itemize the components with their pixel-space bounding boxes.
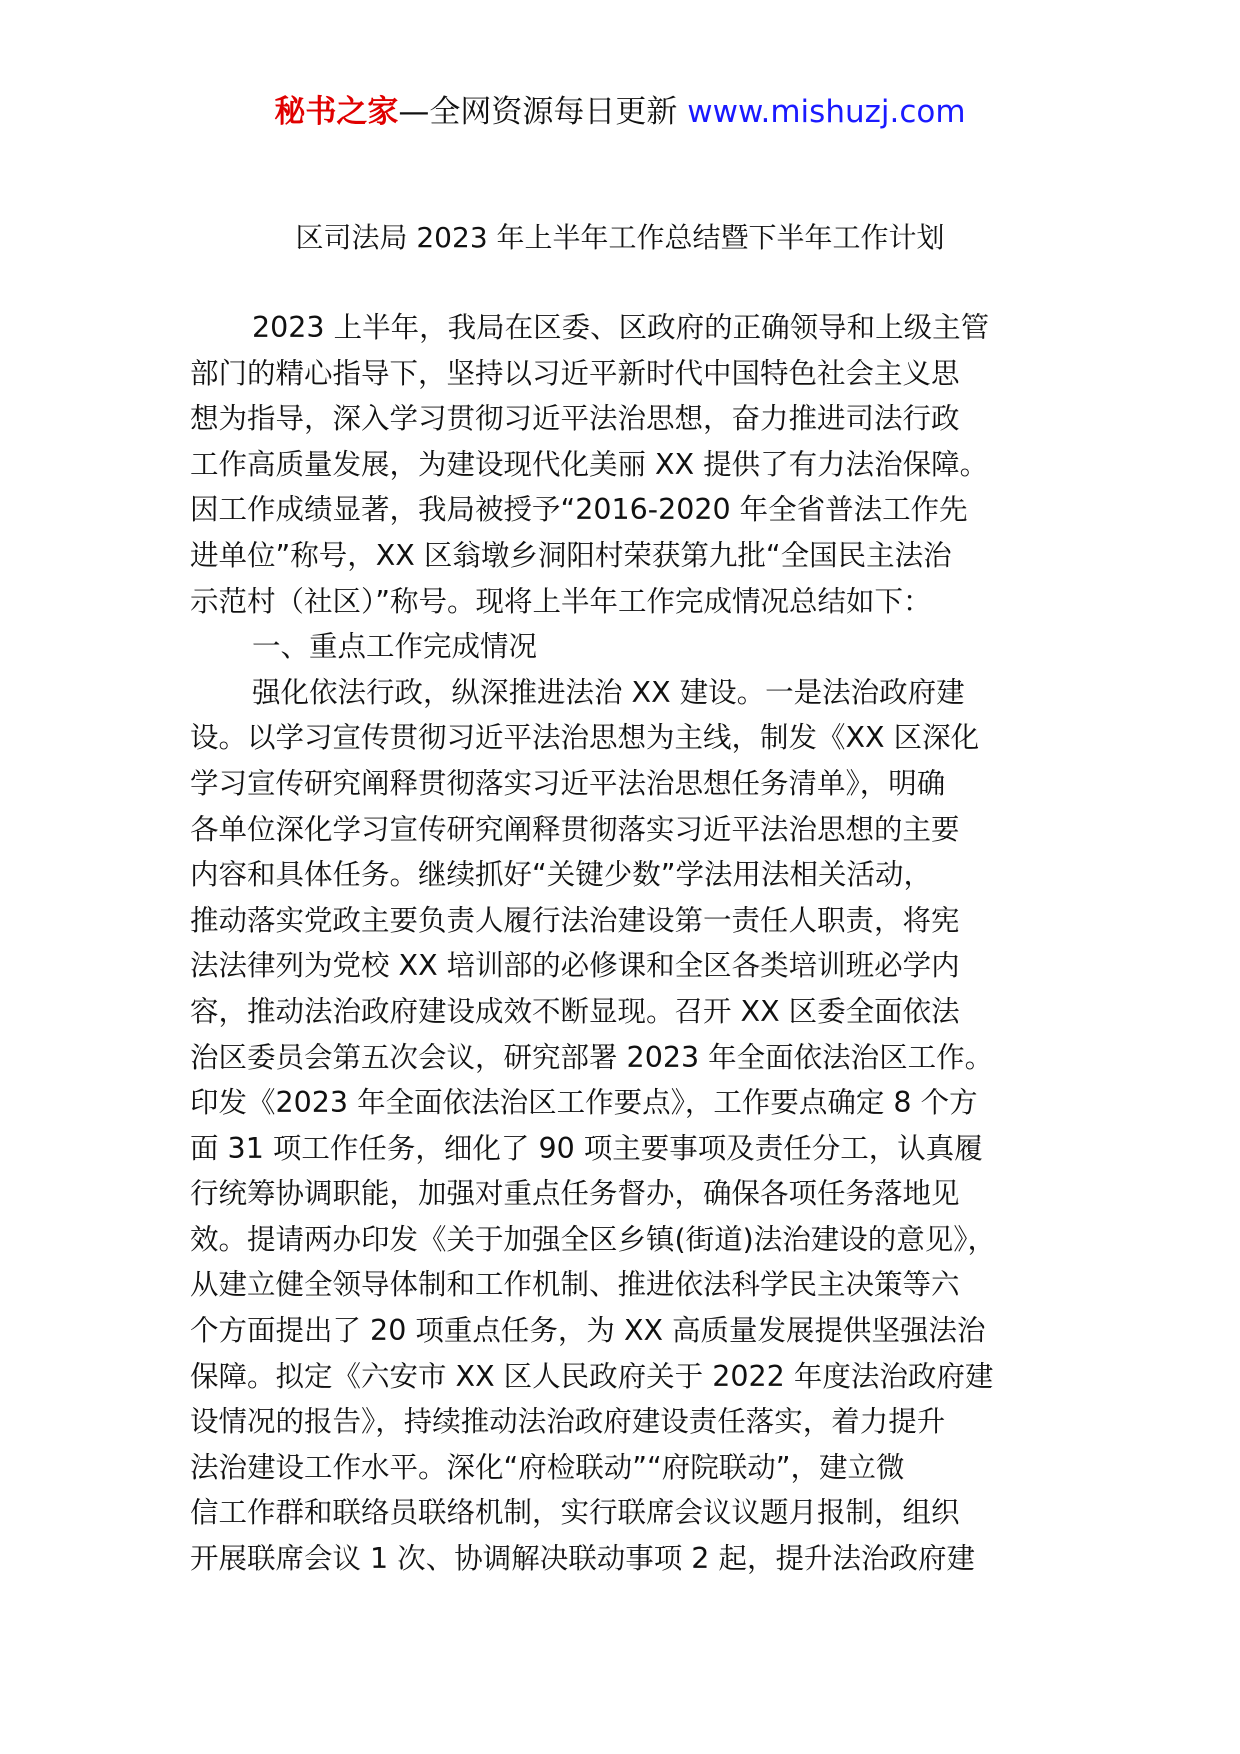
- body-line: 内容和具体任务。继续抓好“关键少数”学法用法相关活动，: [190, 858, 933, 892]
- body-line: 从建立健全领导体制和工作机制、推进依法科学民主决策等六: [190, 1268, 960, 1302]
- document-body: [190, 305, 1090, 1582]
- body-line: 强化依法行政，纵深推进法治 XX 建设。一是法治政府建: [252, 675, 965, 709]
- body-line: 效。提请两办印发《关于加强全区乡镇(街道)法治建设的意见》，: [190, 1222, 996, 1256]
- body-line: 开展联席会议 1 次、协调解决联动事项 2 起，提升法治政府建: [190, 1542, 976, 1576]
- site-header-banner: [0, 92, 1240, 132]
- body-line: 保障。拟定《六安市 XX 区人民政府关于 2022 年度法治政府建: [190, 1359, 994, 1393]
- site-url-link[interactable]: www.mishuzj.com: [687, 94, 966, 130]
- body-line: 印发《2023 年全面依法治区工作要点》，工作要点确定 8 个方: [190, 1086, 978, 1120]
- body-line: 推动落实党政主要负责人履行法治建设第一责任人职责，将宪: [190, 903, 960, 937]
- body-line: 部门的精心指导下，坚持以习近平新时代中国特色社会主义思: [190, 356, 960, 390]
- body-line: 法治建设工作水平。深化“府检联动”“府院联动”，建立微: [190, 1450, 905, 1484]
- body-line: 设。以学习宣传贯彻习近平法治思想为主线，制发《XX 区深化: [190, 721, 980, 755]
- body-line: 治区委员会第五次会议，研究部署 2023 年全面依法治区工作。: [190, 1040, 994, 1074]
- site-brand-name: 秘书之家: [274, 94, 399, 130]
- body-line: 学习宣传研究阐释贯彻落实习近平法治思想任务清单》，明确: [190, 766, 946, 800]
- document-title: 区司法局 2023 年上半年工作总结暨下半年工作计划: [295, 221, 945, 254]
- body-line: 信工作群和联络员联络机制，实行联席会议议题月报制，组织: [190, 1496, 960, 1530]
- body-line: 想为指导，深入学习贯彻习近平法治思想，奋力推进司法行政: [190, 402, 960, 436]
- section-heading: 一、重点工作完成情况: [252, 630, 538, 664]
- body-line: 因工作成绩显著，我局被授予“2016-2020 年全省普法工作先: [190, 493, 968, 527]
- body-line: 示范村（社区）”称号。现将上半年工作完成情况总结如下：: [190, 584, 932, 618]
- body-line: 法法律列为党校 XX 培训部的必修课和全区各类培训班必学内: [190, 949, 960, 983]
- body-line: 容，推动法治政府建设成效不断显现。召开 XX 区委全面依法: [190, 994, 960, 1028]
- body-line: 2023 上半年，我局在区委、区政府的正确领导和上级主管: [252, 311, 990, 344]
- body-line: 设情况的报告》，持续推动法治政府建设责任落实，着力提升: [190, 1405, 946, 1439]
- site-tagline: —全网资源每日更新: [398, 94, 688, 130]
- body-line: 行统筹协调职能，加强对重点任务督办，确保各项任务落地见: [190, 1177, 960, 1211]
- body-line: 工作高质量发展，为建设现代化美丽 XX 提供了有力法治保障。: [190, 447, 989, 481]
- body-line: 进单位”称号，XX 区翁墩乡洞阳村荣获第九批“全国民主法治: [190, 538, 952, 572]
- body-line: 面 31 项工作任务，细化了 90 项主要事项及责任分工，认真履: [190, 1131, 983, 1165]
- body-line: 个方面提出了 20 项重点任务，为 XX 高质量发展提供坚强法治: [190, 1314, 986, 1348]
- body-line: 各单位深化学习宣传研究阐释贯彻落实习近平法治思想的主要: [190, 812, 960, 846]
